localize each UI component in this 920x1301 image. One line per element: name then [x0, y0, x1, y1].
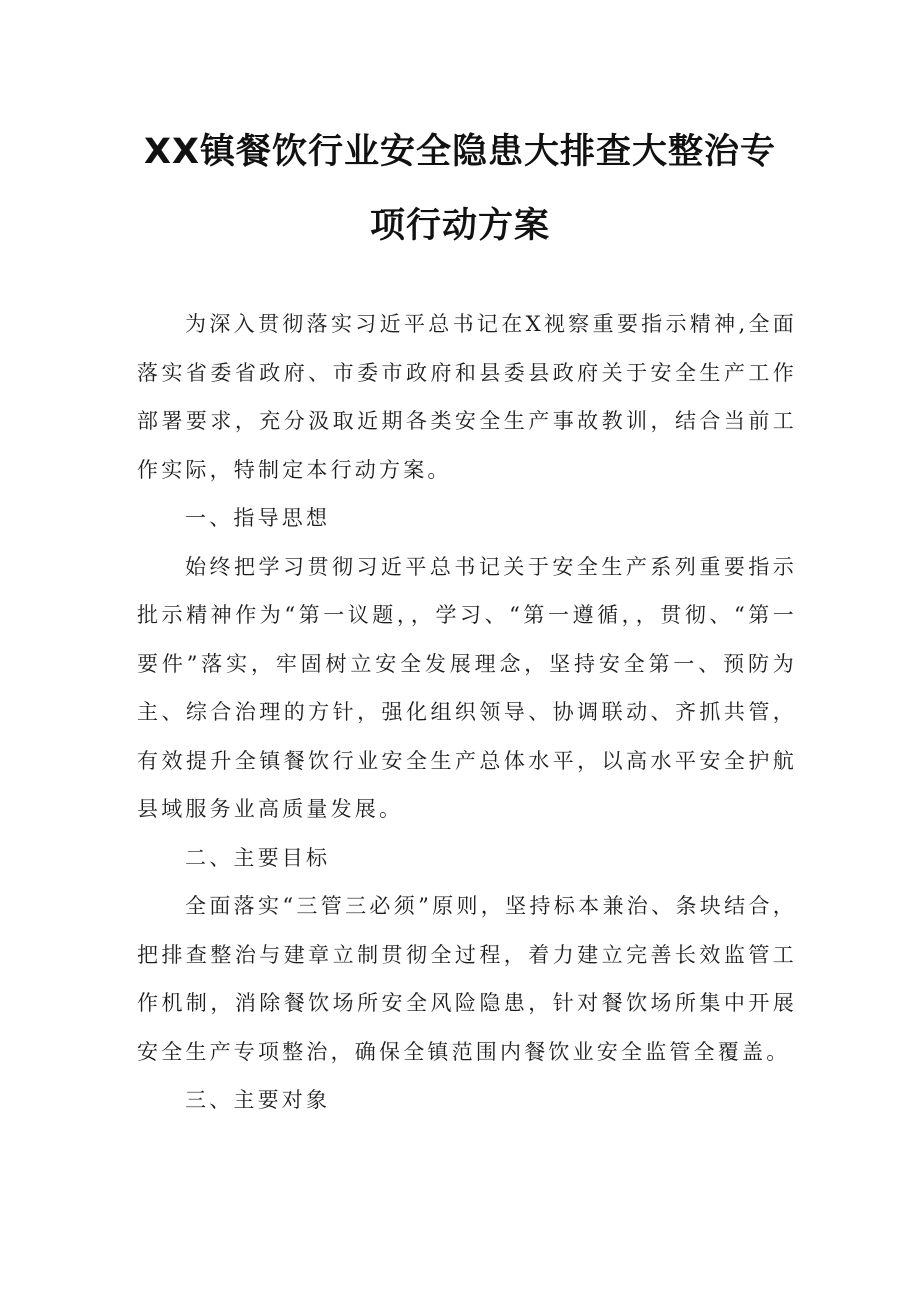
- document-title-line-1: XX镇餐饮行业安全隐患大排查大整治专: [144, 132, 776, 172]
- section-3-heading: 三、主要对象: [185, 1088, 331, 1112]
- section-2-paragraph: 全面落实“三管三必须”原则，坚持标本兼治、条块结合，把排查整治与建章立制贯彻全过程，着力建立完善长效监管工作机制，消除餐饮场所安全风险隐患，针对餐饮场所集中开展安全生产专项整治，确保全镇范围内餐饮业安全监管全覆盖。: [137, 894, 797, 1064]
- section-2-heading: 二、主要目标: [185, 845, 331, 870]
- document-body: [137, 300, 797, 1125]
- section-1-paragraph: 始终把学习贯彻习近平总书记关于安全生产系列重要指示批示精神作为“第一议题，，学习、“第一遵循，，贯彻、“第一要件”落实，牢固树立安全发展理念，坚持安全第一、预防为主、综合治理的方针，强化组织领导、协调联动、齐抓共管，有效提升全镇餐饮行业安全生产总体水平，以高水平安全护航县域服务业高质量发展。: [137, 554, 797, 821]
- document-title-line-2: 项行动方案: [369, 206, 550, 246]
- intro-paragraph: 为深入贯彻落实习近平总书记在X视察重要指示精神,全面落实省委省政府、市委市政府和县委县政府关于安全生产工作部署要求，充分汲取近期各类安全生产事故教训，结合当前工作实际，特制定本行动方案。: [137, 312, 797, 482]
- section-1-heading: 一、指导思想: [185, 506, 331, 530]
